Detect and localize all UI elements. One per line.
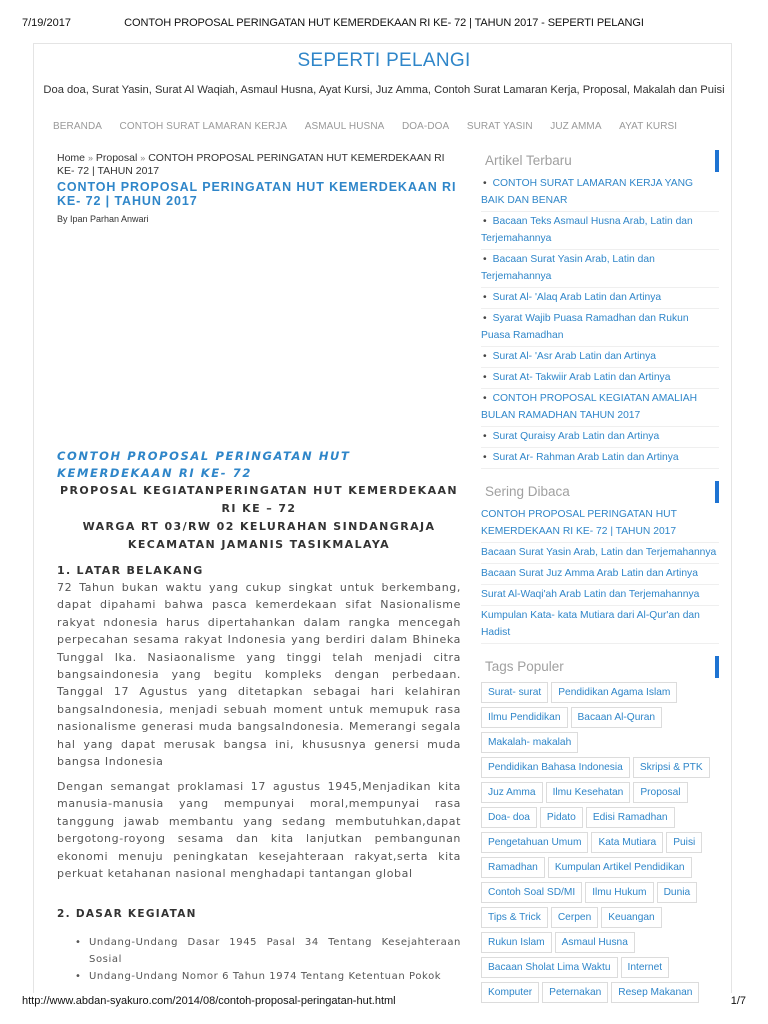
tag-link[interactable]: Juz Amma <box>481 782 543 803</box>
popular-article-link[interactable]: CONTOH PROPOSAL PERINGATAN HUT KEMERDEKAAN RI KE- 72 | TAHUN 2017 <box>481 505 719 543</box>
content-heading: CONTOH PROPOSAL PERINGATAN HUT KEMERDEKAAN RI KE- 72 <box>57 449 351 480</box>
bullet-icon: • <box>483 372 487 383</box>
widget-accent-bar <box>715 656 719 678</box>
popular-article-link[interactable]: Bacaan Surat Yasin Arab, Latin dan Terjemahannya <box>481 543 719 564</box>
tag-link[interactable]: Proposal <box>633 782 687 803</box>
bullet-icon: • <box>483 292 487 303</box>
popular-articles-list <box>481 505 719 644</box>
tag-link[interactable]: Komputer <box>481 982 539 1003</box>
main-nav <box>53 121 695 132</box>
tag-link[interactable]: Pendidikan Bahasa Indonesia <box>481 757 630 778</box>
recent-article-link[interactable] <box>481 427 719 448</box>
link-label[interactable]: CONTOH PROPOSAL KEGIATAN AMALIAH BULAN RAMADHAN TAHUN 2017 <box>481 393 698 421</box>
print-url: http://www.abdan-syakuro.com/2014/08/contoh-proposal-peringatan-hut.html <box>22 995 396 1007</box>
print-page-number: 1/7 <box>730 995 746 1007</box>
recent-article-link[interactable] <box>481 448 719 469</box>
sidebar <box>481 150 719 1003</box>
nav-item-asmaul-husna[interactable]: ASMAUL HUSNA <box>304 121 385 132</box>
tag-cloud <box>481 682 717 1003</box>
section-title-dasar-kegiatan: 2. DASAR KEGIATAN <box>57 908 197 920</box>
tag-link[interactable]: Rukun Islam <box>481 932 552 953</box>
bullet-icon: • <box>483 351 487 362</box>
post-title[interactable]: CONTOH PROPOSAL PERINGATAN HUT KEMERDEKAAN RI KE- 72 | TAHUN 2017 <box>57 180 457 208</box>
widget-header-recent <box>481 150 719 174</box>
widget-accent-bar <box>715 150 719 172</box>
nav-item-doa-doa[interactable]: DOA-DOA <box>401 121 450 132</box>
bullet-icon: • <box>483 254 487 265</box>
breadcrumb-home[interactable]: Home <box>57 152 86 164</box>
nav-item-contoh-surat-lamaran-kerja[interactable]: CONTOH SURAT LAMARAN KERJA <box>119 121 288 132</box>
widget-title: Tags Populer <box>485 659 564 674</box>
nav-item-surat-yasin[interactable]: SURAT YASIN <box>466 121 533 132</box>
bullet-icon: • <box>483 431 487 442</box>
tag-link[interactable]: Kata Mutiara <box>591 832 663 853</box>
recent-article-link[interactable] <box>481 368 719 389</box>
post-author: By Ipan Parhan Anwari <box>57 214 149 224</box>
bullet-icon: • <box>483 393 487 404</box>
recent-article-link[interactable] <box>481 288 719 309</box>
widget-accent-bar <box>715 481 719 503</box>
tag-link[interactable]: Skripsi & PTK <box>633 757 710 778</box>
bullet-icon: • <box>483 452 487 463</box>
tag-link[interactable]: Makalah- makalah <box>481 732 578 753</box>
tag-link[interactable]: Ramadhan <box>481 857 545 878</box>
bullet-icon: • <box>483 178 487 189</box>
popular-article-link[interactable]: Bacaan Surat Juz Amma Arab Latin dan Artinya <box>481 564 719 585</box>
link-label[interactable]: Syarat Wajib Puasa Ramadhan dan Rukun Puasa Ramadhan <box>481 313 689 341</box>
print-header <box>0 17 768 33</box>
widget-header-tags <box>481 656 719 680</box>
nav-item-ayat-kursi[interactable]: AYAT KURSI <box>619 121 678 132</box>
tag-link[interactable]: Doa- doa <box>481 807 537 828</box>
link-label[interactable]: Bacaan Teks Asmaul Husna Arab, Latin dan Terjemahannya <box>481 216 693 244</box>
tag-link[interactable]: Dunia <box>657 882 698 903</box>
print-date: 7/19/2017 <box>22 17 71 29</box>
list-item: • Undang-Undang Nomor 6 Tahun 1974 Tentang Ketentuan Pokok <box>75 968 461 985</box>
tag-link[interactable]: Pidato <box>540 807 583 828</box>
proposal-title-line1: PROPOSAL KEGIATANPERINGATAN HUT KEMERDEKAAN RI KE – 72 <box>59 484 459 515</box>
tag-link[interactable]: Kumpulan Artikel Pendidikan <box>548 857 692 878</box>
paragraph: Dengan semangat proklamasi 17 agustus 1945,Menjadikan kita manusia-manusia yang mempunyai moral,mempunyai rasa tanggung jawab membantu yang sedang membutuhkan,dapat bergotong-royong sesama dan kita lanjutkan pembangunan ekonomi menuju peningkatan kesejahteraan rakyat,serta kita perkuat ketahanan nasional menghadapi tantangan global <box>57 780 461 881</box>
recent-article-link[interactable] <box>481 212 719 250</box>
tag-link[interactable]: Resep Makanan <box>611 982 699 1003</box>
popular-article-link[interactable]: Kumpulan Kata- kata Mutiara dari Al-Qur'an dan Hadist <box>481 606 719 644</box>
recent-article-link[interactable] <box>481 309 719 347</box>
breadcrumb-category[interactable]: Proposal <box>95 152 138 164</box>
link-label[interactable]: Surat Al- 'Alaq Arab Latin dan Artinya <box>492 292 662 303</box>
tag-link[interactable]: Pendidikan Agama Islam <box>551 682 677 703</box>
tag-link[interactable]: Ilmu Pendidikan <box>481 707 568 728</box>
tag-link[interactable]: Edisi Ramadhan <box>586 807 675 828</box>
recent-article-link[interactable] <box>481 250 719 288</box>
nav-item-beranda[interactable]: BERANDA <box>53 121 103 132</box>
tag-link[interactable]: Surat- surat <box>481 682 548 703</box>
tag-link[interactable]: Contoh Soal SD/MI <box>481 882 582 903</box>
site-description: Doa doa, Surat Yasin, Surat Al Waqiah, Asmaul Husna, Ayat Kursi, Juz Amma, Contoh Surat Lamaran Kerja, Proposal, Makalah dan Puisi <box>43 84 725 96</box>
tag-link[interactable]: Tips & Trick <box>481 907 548 928</box>
recent-articles-list <box>481 174 719 469</box>
tag-link[interactable]: Peternakan <box>542 982 608 1003</box>
tag-link[interactable]: Internet <box>621 957 670 978</box>
tag-link[interactable]: Ilmu Hukum <box>585 882 653 903</box>
link-label[interactable]: Bacaan Surat Yasin Arab, Latin dan Terjemahannya <box>481 254 655 282</box>
widget-title: Sering Dibaca <box>485 484 570 499</box>
tag-link[interactable]: Bacaan Al-Quran <box>571 707 663 728</box>
link-label[interactable]: Surat Quraisy Arab Latin dan Artinya <box>492 431 660 442</box>
proposal-title-block <box>57 482 461 554</box>
widget-title: Artikel Terbaru <box>485 153 572 168</box>
tag-link[interactable]: Pengetahuan Umum <box>481 832 588 853</box>
dasar-kegiatan-list <box>75 934 461 985</box>
popular-article-link[interactable]: Surat Al-Waqi'ah Arab Latin dan Terjemahannya <box>481 585 719 606</box>
proposal-title-line2: WARGA RT 03/RW 02 KELURAHAN SINDANGRAJA KECAMATAN JAMANIS TASIKMALAYA <box>82 520 436 551</box>
tag-link[interactable]: Keuangan <box>601 907 661 928</box>
tag-link[interactable]: Puisi <box>666 832 702 853</box>
link-label[interactable]: Surat Al- 'Asr Arab Latin dan Artinya <box>492 351 656 362</box>
link-label[interactable]: Surat Ar- Rahman Arab Latin dan Artinya <box>492 452 679 463</box>
tag-link[interactable]: Ilmu Kesehatan <box>546 782 631 803</box>
widget-header-popular <box>481 481 719 505</box>
list-item: • Undang-Undang Dasar 1945 Pasal 34 Tentang Kesejahteraan Sosial <box>75 934 461 968</box>
breadcrumb-separator: » <box>87 153 93 163</box>
print-page-title: CONTOH PROPOSAL PERINGATAN HUT KEMERDEKAAN RI KE- 72 | TAHUN 2017 - SEPERTI PELANGI <box>124 17 644 29</box>
tag-link[interactable]: Cerpen <box>551 907 598 928</box>
link-label[interactable]: Surat At- Takwiir Arab Latin dan Artinya <box>492 372 671 383</box>
breadcrumb-current: CONTOH PROPOSAL PERINGATAN HUT KEMERDEKAAN RI KE- 72 | TAHUN 2017 <box>57 152 445 177</box>
tag-link[interactable]: Asmaul Husna <box>555 932 635 953</box>
tag-link[interactable]: Bacaan Sholat Lima Waktu <box>481 957 618 978</box>
site-title[interactable]: SEPERTI PELANGI <box>297 50 471 71</box>
recent-article-link[interactable] <box>481 347 719 368</box>
bullet-icon: • <box>483 313 487 324</box>
bullet-icon: • <box>483 216 487 227</box>
recent-article-link[interactable] <box>481 389 719 427</box>
breadcrumb <box>57 152 462 178</box>
section-title-latar-belakang: 1. LATAR BELAKANG <box>57 564 204 577</box>
nav-item-juz-amma[interactable]: JUZ AMMA <box>550 121 602 132</box>
recent-article-link[interactable] <box>481 174 719 212</box>
paragraph: 72 Tahun bukan waktu yang cukup singkat untuk berkembang, dapat dipahami bahwa pasca kemerdekaan sifat Nasionalisme rakyat ndonesia harus dipertahankan dalam rangka mencegah perpecahan sesama rakyat Indonesia yang berdiri dalam Bhineka Tunggal Ika. Nasiaonalisme yang tinggi telah menjadi citra bangsaindonesia yang begitu kompleks dengan perbedaan. Tanggal 17 Agustus yang ditetapkan sebagai hari kelahiran bangsaIndonesia, menjadi sebuah moment untuk memupuk rasa nasionalisme generasi muda bangsaIndonesia. Memerangi segala hal yang dapat merusak bangsa ini, khususnya genersi muda bangsa Indonesia <box>57 581 461 769</box>
link-label[interactable]: CONTOH SURAT LAMARAN KERJA YANG BAIK DAN BENAR <box>481 178 694 206</box>
breadcrumb-separator: » <box>140 153 146 163</box>
